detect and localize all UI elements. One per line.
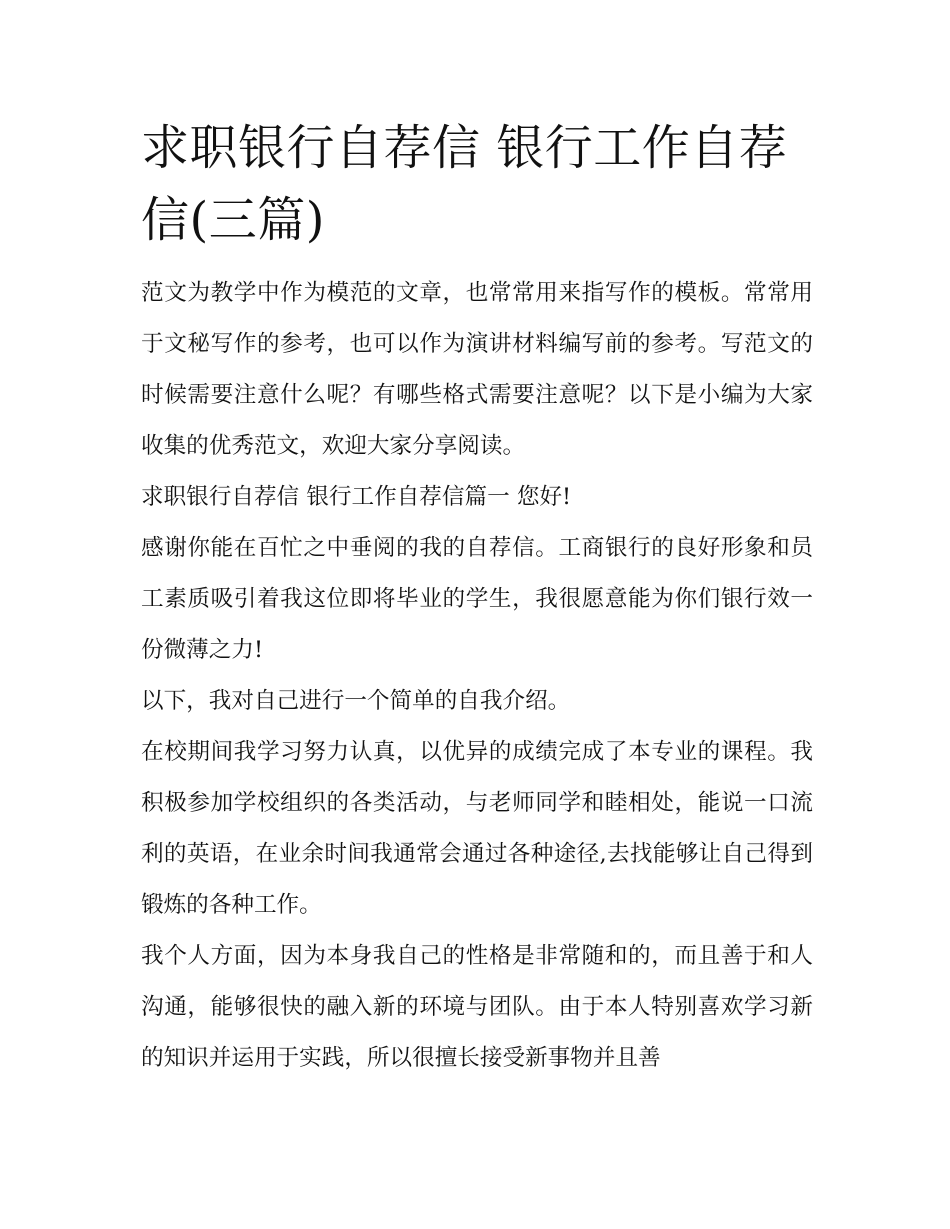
paragraph-thanks: 感谢你能在百忙之中垂阅的我的自荐信。工商银行的良好形象和员工素质吸引着我这位即将毕业的学生，我很愿意能为你们银行效一份微薄之力! [141,535,813,663]
paragraph-study: 在校期间我学习努力认真，以优异的成绩完成了本专业的课程。我积极参加学校组织的各类活动，与老师同学和睦相处，能说一口流利的英语，在业余时间我通常会通过各种途径,去找能够让自己得到锻炼的各种工作。 [141,739,813,918]
document-content [141,112,813,1084]
paragraph-intro: 范文为教学中作为模范的文章，也常常用来指写作的模板。常常用于文秘写作的参考，也可以作为演讲材料编写前的参考。写范文的时候需要注意什么呢？有哪些格式需要注意呢？以下是小编为大家收集的优秀范文，欢迎大家分享阅读。 [141,280,813,459]
paragraph-self-intro: 以下，我对自己进行一个简单的自我介绍。 [141,688,571,714]
document-body [141,268,813,1084]
paragraph-greeting: 求职银行自荐信 银行工作自荐信篇一 您好! [141,484,572,510]
document-title: 求职银行自荐信 银行工作自荐信(三篇) [141,120,788,248]
paragraph-personality: 我个人方面，因为本身我自己的性格是非常随和的，而且善于和人沟通，能够很快的融入新的环境与团队。由于本人特别喜欢学习新的知识并运用于实践，所以很擅长接受新事物并且善 [141,943,813,1071]
